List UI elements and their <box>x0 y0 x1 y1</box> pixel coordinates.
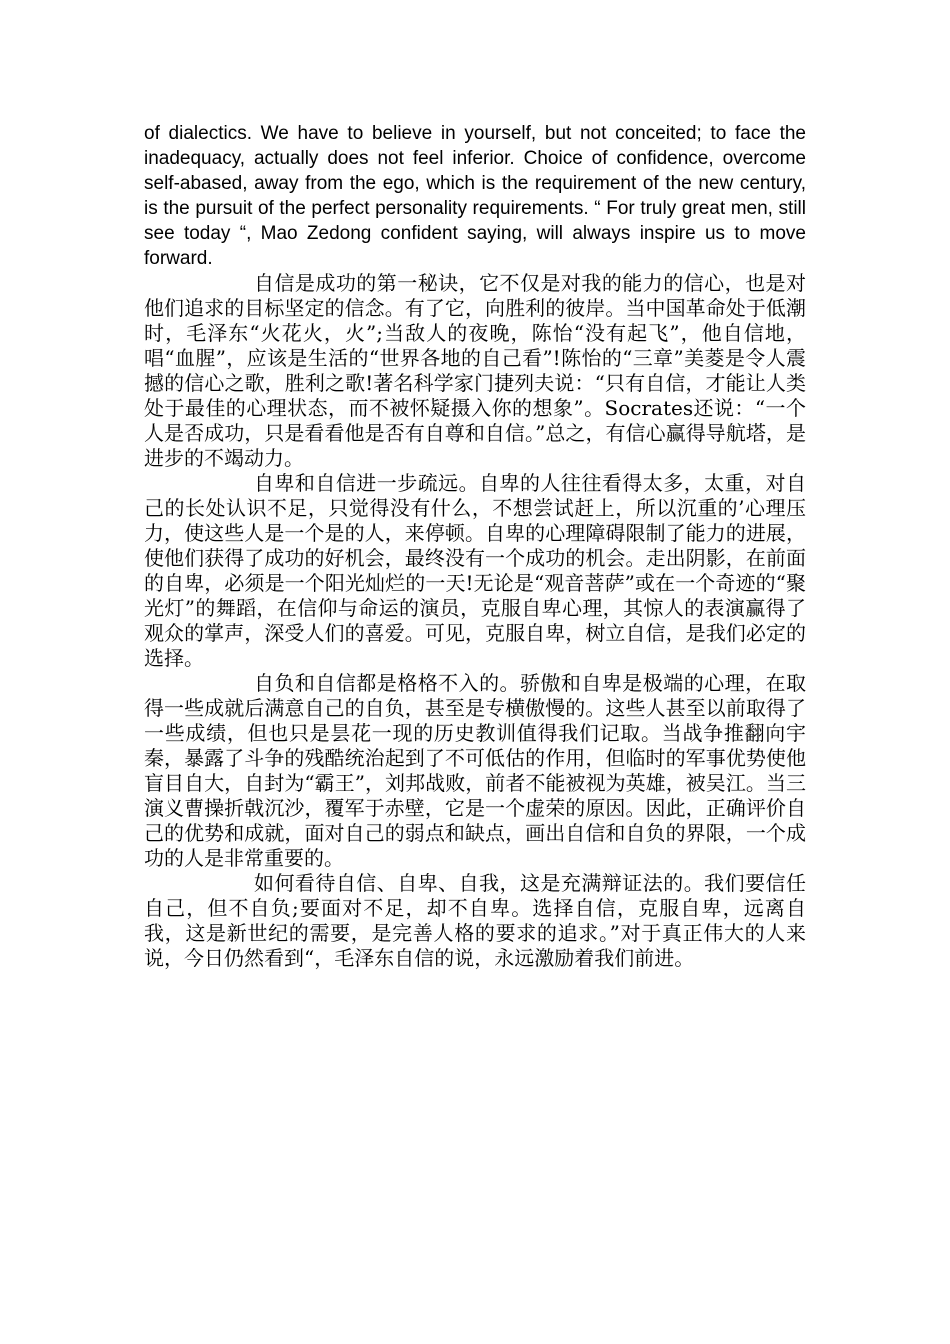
paragraph-conclusion: 如何看待自信、自卑、自我，这是充满辩证法的。我们要信任自己，但不自负;要面对不足，却不自卑。选择自信，克服自卑，远离自我，这是新世纪的需要，是完善人格的要求的追求。”对于真正伟大的人来说，今日仍然看到“，毛泽东自信的说，永远激励着我们前进。 <box>144 871 806 970</box>
paragraph-conceit: 自负和自信都是格格不入的。骄傲和自卑是极端的心理，在取得一些成就后满意自己的自负，甚至是专横傲慢的。这些人甚至以前取得了一些成绩，但也只是昙花一现的历史教训值得我们记取。当战争推翻向宇秦，暴露了斗争的残酷统治起到了不可低估的作用，但临时的军事优势使他盲目自大，自封为“霸王”，刘邦战败，前者不能被视为英雄，被吴江。当三演义曹操折戟沉沙，覆军于赤壁，它是一个虚荣的原因。因此，正确评价自己的优势和成就，面对自己的弱点和缺点，画出自信和自负的界限，一个成功的人是非常重要的。 <box>144 671 806 870</box>
document-body <box>144 121 806 971</box>
paragraph-inferiority: 自卑和自信进一步疏远。自卑的人往往看得太多，太重，对自己的长处认识不足，只觉得没有什么，不想尝试赶上，所以沉重的’心理压力，使这些人是一个是的人，来停顿。自卑的心理障碍限制了能力的进展，使他们获得了成功的好机会，最终没有一个成功的机会。走出阴影，在前面的自卑，必须是一个阳光灿烂的一天!无论是“观音菩萨”或在一个奇迹的“聚光灯”的舞蹈，在信仰与命运的演员，克服自卑心理，其惊人的表演赢得了观众的掌声，深受人们的喜爱。可见，克服自卑，树立自信，是我们必定的选择。 <box>144 471 806 670</box>
paragraph-english: of dialectics. We have to believe in yourself, but not conceited; to face the inadequacy, actually does not feel inferior. Choice of confidence, overcome self-abased, away from the ego, which is the requirement of the new century, is the pursuit of the perfect personality requirements. “ For truly great men, still see today “, Mao Zedong confident saying, will always inspire us to move forward. <box>144 123 806 269</box>
paragraph-confidence-secret: 自信是成功的第一秘诀，它不仅是对我的能力的信心，也是对他们追求的目标坚定的信念。有了它，向胜利的彼岸。当中国革命处于低潮时，毛泽东“火花火，火”;当敌人的夜晚，陈怡“没有起飞”，他自信地，唱“血腥”，应该是生活的“世界各地的自己看”!陈怡的“三章”美菱是令人震撼的信心之歌，胜利之歌!著名科学家门捷列夫说：“只有自信，才能让人类处于最佳的心理状态，而不被怀疑摄入你的想象”。Socrates还说：“一个人是否成功，只是看看他是否有自尊和自信。”总之，有信心赢得导航塔，是进步的不竭动力。 <box>144 271 806 470</box>
